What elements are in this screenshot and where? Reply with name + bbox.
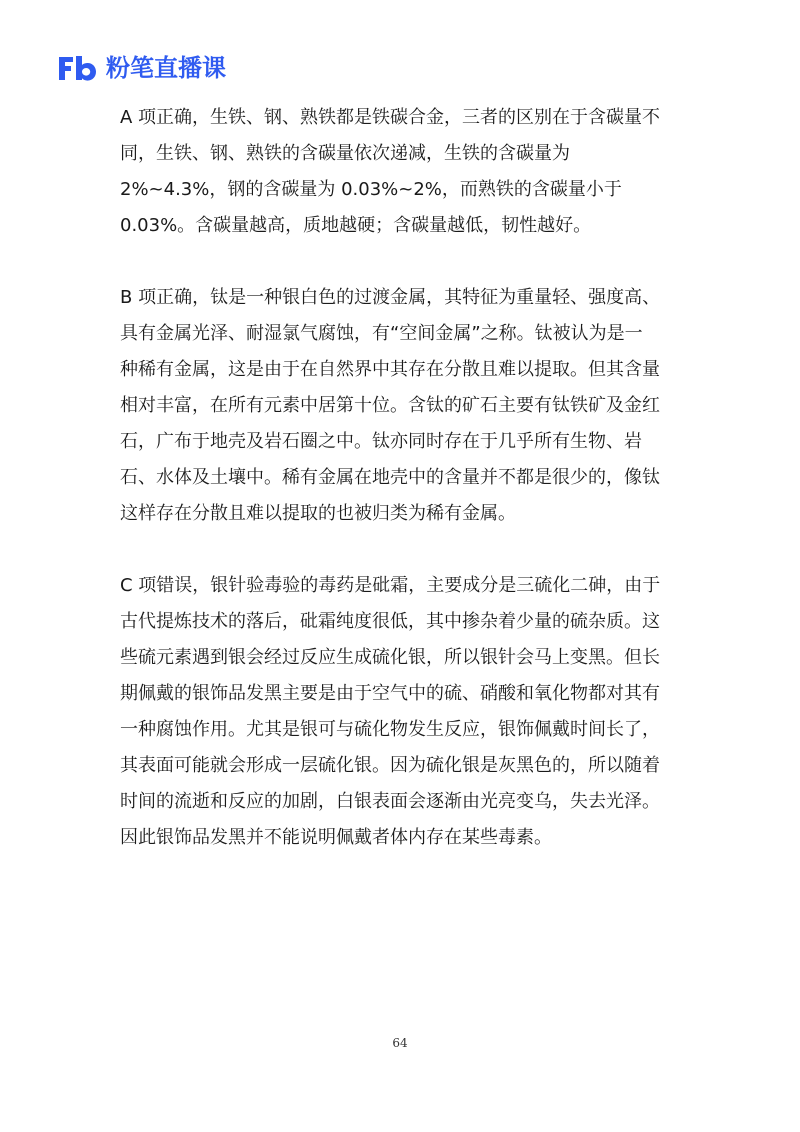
text-line: 2%~4.3%，钢的含碳量为 0.03%~2%，而熟铁的含碳量小于 (120, 179, 622, 200)
document-body (120, 100, 680, 856)
text-line: C 项错误，银针验毒验的毒药是砒霜，主要成分是三硫化二砷，由于 (120, 575, 661, 596)
text-line: A 项正确，生铁、钢、熟铁都是铁碳合金，三者的区别在于含碳量不 (120, 107, 661, 128)
fb-logo-icon (56, 53, 100, 83)
text-line: 相对丰富，在所有元素中居第十位。含钛的矿石主要有钛铁矿及金红 (120, 395, 660, 416)
text-line: 石，广布于地壳及岩石圈之中。钛亦同时存在于几乎所有生物、岩 (120, 431, 642, 452)
paragraph-option-b (120, 280, 680, 532)
text-line: 0.03%。含碳量越高，质地越硬；含碳量越低，韧性越好。 (120, 215, 592, 236)
text-line: 因此银饰品发黑并不能说明佩戴者体内存在某些毒素。 (120, 827, 552, 848)
text-line: 种稀有金属，这是由于在自然界中其存在分散且难以提取。但其含量 (120, 359, 660, 380)
text-line: 期佩戴的银饰品发黑主要是由于空气中的硫、硝酸和氧化物都对其有 (120, 683, 660, 704)
text-line: B 项正确，钛是一种银白色的过渡金属，其特征为重量轻、强度高、 (120, 287, 661, 308)
paragraph-option-c (120, 568, 680, 856)
text-line: 同，生铁、钢、熟铁的含碳量依次递减，生铁的含碳量为 (120, 143, 570, 164)
text-line: 时间的流逝和反应的加剧，白银表面会逐渐由光亮变乌，失去光泽。 (120, 791, 660, 812)
brand-name: 粉笔直播课 (106, 54, 226, 82)
text-line: 其表面可能就会形成一层硫化银。因为硫化银是灰黑色的，所以随着 (120, 755, 660, 776)
paragraph-option-a (120, 100, 680, 244)
text-line: 石、水体及土壤中。稀有金属在地壳中的含量并不都是很少的，像钛 (120, 467, 660, 488)
text-line: 一种腐蚀作用。尤其是银可与硫化物发生反应，银饰佩戴时间长了， (120, 719, 660, 740)
text-line: 具有金属光泽、耐湿氯气腐蚀，有“空间金属”之称。钛被认为是一 (120, 323, 643, 344)
text-line: 这样存在分散且难以提取的也被归类为稀有金属。 (120, 503, 516, 524)
page-header (56, 50, 226, 86)
text-line: 些硫元素遇到银会经过反应生成硫化银，所以银针会马上变黑。但长 (120, 647, 660, 668)
page-number: 64 (392, 1036, 408, 1050)
text-line: 古代提炼技术的落后，砒霜纯度很低，其中掺杂着少量的硫杂质。这 (120, 611, 660, 632)
